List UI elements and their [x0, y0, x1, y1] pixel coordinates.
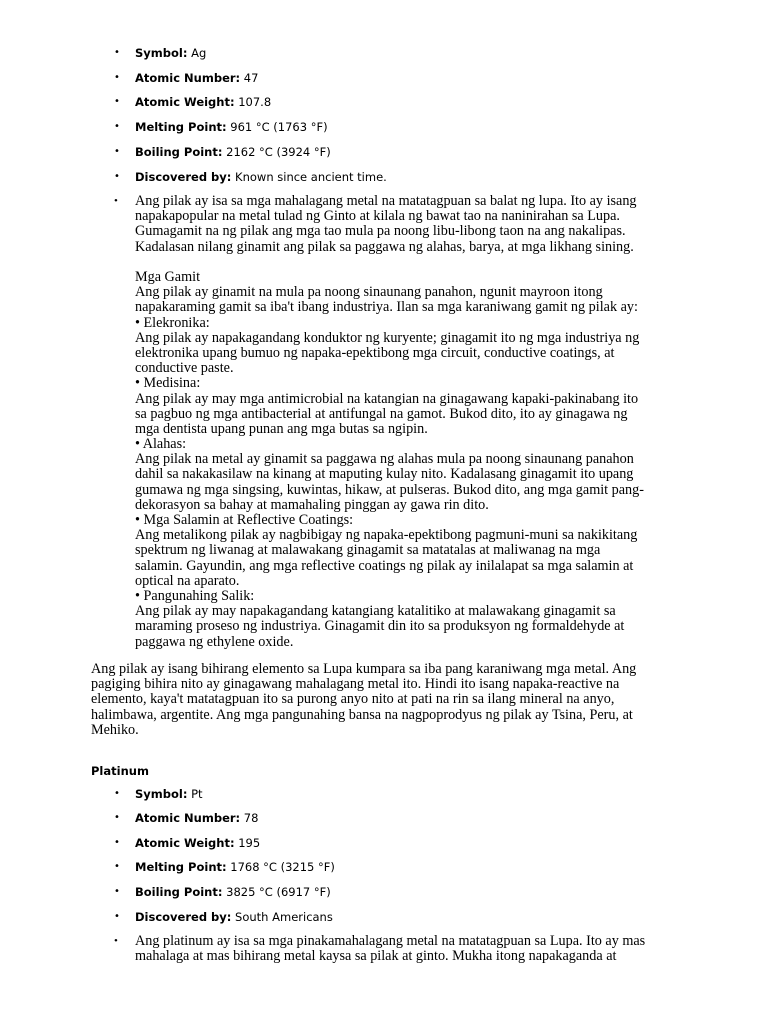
fact-label: Symbol:: [135, 787, 188, 801]
text-line: dahil sa nakakasilaw na kinang at maputing kulay nito. Kadalasang ginagamit ito upang: [135, 466, 634, 483]
use-item-title: • Mga Salamin at Reflective Coatings:: [135, 512, 354, 528]
fact-value: 2162 °C (3924 °F): [222, 145, 331, 159]
use-item-title: • Alahas:: [135, 436, 187, 453]
text-line: Ang platinum ay isa sa mga pinakamahalagang metal na matatagpuan sa Lupa. Ito ay mas: [135, 933, 646, 949]
text-line: Ang metalikong pilak ay nagbibigay ng napaka-epektibong pagmuni-muni sa nakikitang: [135, 527, 638, 544]
use-item-title: • Medisina:: [135, 375, 201, 392]
fact-label: Discovered by:: [135, 170, 232, 184]
fact-label: Boiling Point:: [135, 145, 223, 159]
bullet-icon: •: [114, 47, 120, 58]
text-line: Gumagamit na ng pilak ang mga tao mula pa noong libu-libong taon na ang nakalipas.: [135, 223, 626, 240]
text-line: Ang pilak ay isang bihirang elemento sa Lupa kumpara sa iba pang karaniwang mga metal. Ang: [91, 661, 637, 677]
fact-label: Symbol:: [135, 46, 188, 60]
text-line: Kadalasan nilang ginamit ang pilak sa paggawa ng alahas, barya, at mga likhang sining.: [135, 238, 634, 255]
bullet-icon: •: [114, 195, 118, 207]
silver-closing-paragraph: [91, 662, 681, 738]
text-line: sa pagbuo ng mga antibacterial at antifungal na gamot. Bukod dito, ito ay ginagawa ng: [135, 405, 628, 422]
text-line: spektrum ng liwanag at malawakang ginagamit sa matatalas at maliwanag na mga: [135, 542, 601, 559]
fact-value: 78: [240, 811, 259, 825]
fact-value: Ag: [187, 46, 207, 60]
fact-label: Atomic Number:: [135, 811, 241, 825]
fact-label: Discovered by:: [135, 910, 232, 924]
use-item-title: • Pangunahing Salik:: [135, 587, 255, 604]
fact-value: 961 °C (1763 °F): [226, 120, 328, 134]
fact-label: Atomic Number:: [135, 71, 241, 85]
text-line: paggawa ng ethylene oxide.: [135, 633, 294, 650]
text-line: napakaraming gamit sa iba't ibang industriya. Ilan sa mga karaniwang gamit ng pilak ay:: [135, 299, 638, 316]
fact-value: South Americans: [231, 910, 333, 924]
platinum-heading: Platinum: [91, 764, 149, 778]
uses-heading: Mga Gamit: [135, 269, 201, 285]
bullet-icon: •: [114, 812, 120, 823]
fact-value: Known since ancient time.: [231, 170, 387, 184]
silver-description: [135, 194, 685, 255]
use-item-title: • Elekronika:: [135, 314, 210, 331]
bullet-icon: •: [114, 935, 118, 947]
text-line: conductive paste.: [135, 360, 234, 377]
text-line: elemento, kaya't matatagpuan ito sa purong anyo nito at pati na rin sa ilang mineral na anyo,: [91, 691, 615, 708]
text-line: Ang pilak ay may napakagandang katangiang katalitiko at malawakang ginagamit sa: [135, 603, 616, 620]
fact-value: Pt: [187, 787, 203, 801]
fact-value: 1768 °C (3215 °F): [226, 860, 335, 874]
bullet-icon: •: [114, 911, 120, 922]
fact-label: Atomic Weight:: [135, 95, 235, 109]
text-line: Ang pilak ay may mga antimicrobial na katangian na ginagawang kapaki-pakinabang ito: [135, 390, 639, 407]
text-line: Ang pilak ay ginamit na mula pa noong sinaunang panahon, ngunit mayroon itong: [135, 284, 603, 301]
text-line: Ang pilak na metal ay ginamit sa paggawa ng alahas mula pa noong sinaunang panahon: [135, 451, 634, 468]
fact-label: Melting Point:: [135, 860, 227, 874]
fact-value: 47: [240, 71, 259, 85]
bullet-icon: •: [114, 837, 120, 848]
text-line: pagiging bihira nito ay ginagawang mahalagang metal ito. Hindi ito isang napaka-reactive na: [91, 676, 620, 693]
text-line: halimbawa, argentite. Ang mga pangunahing bansa na nagpoprodyus ng pilak ay Tsina, Peru, at: [91, 706, 633, 723]
text-line: mahalaga at mas bihirang metal kaysa sa pilak at ginto. Mukha itong napakaganda at: [135, 948, 617, 965]
text-line: Ang pilak ay isa sa mga mahalagang metal na matatagpuan sa balat ng lupa. Ito ay isang: [135, 193, 637, 209]
fact-label: Atomic Weight:: [135, 836, 235, 850]
fact-value: 3825 °C (6917 °F): [222, 885, 331, 899]
text-line: dekorasyon sa bahay at mamahaling pinggan ay gawa rin dito.: [135, 496, 489, 513]
bullet-icon: •: [114, 171, 120, 182]
platinum-description: [135, 934, 685, 964]
text-line: napakapopular na metal tulad ng Ginto at kilala ng bawat tao na naninirahan sa Lupa.: [135, 208, 620, 225]
fact-label: Boiling Point:: [135, 885, 223, 899]
text-line: maraming proseso ng industriya. Ginagamit din ito sa produksyon ng formaldehyde at: [135, 618, 625, 635]
bullet-icon: •: [114, 886, 120, 897]
text-line: optical na aparato.: [135, 572, 240, 589]
silver-uses: [135, 270, 685, 650]
bullet-icon: •: [114, 788, 120, 799]
fact-value: 107.8: [234, 95, 272, 109]
fact-value: 195: [234, 836, 261, 850]
text-line: gumawa ng mga singsing, kuwintas, hikaw, at pulseras. Bukod dito, ang mga gamit pang-: [135, 481, 644, 498]
bullet-icon: •: [114, 96, 120, 107]
text-line: Ang pilak ay napakagandang konduktor ng kuryente; ginagamit ito ng mga industriya ng: [135, 329, 640, 346]
bullet-icon: •: [114, 861, 120, 872]
text-line: salamin. Gayundin, ang mga reflective coatings ng pilak ay inilalapat sa mga salamin at: [135, 557, 634, 574]
bullet-icon: •: [114, 146, 120, 157]
fact-label: Melting Point:: [135, 120, 227, 134]
bullet-icon: •: [114, 72, 120, 83]
text-line: mga dentista upang punan ang mga butas sa ngipin.: [135, 420, 428, 437]
bullet-icon: •: [114, 121, 120, 132]
text-line: elektronika upang bumuo ng napaka-epektibong mga circuit, conductive coatings, at: [135, 344, 615, 361]
text-line: Mehiko.: [91, 721, 139, 738]
